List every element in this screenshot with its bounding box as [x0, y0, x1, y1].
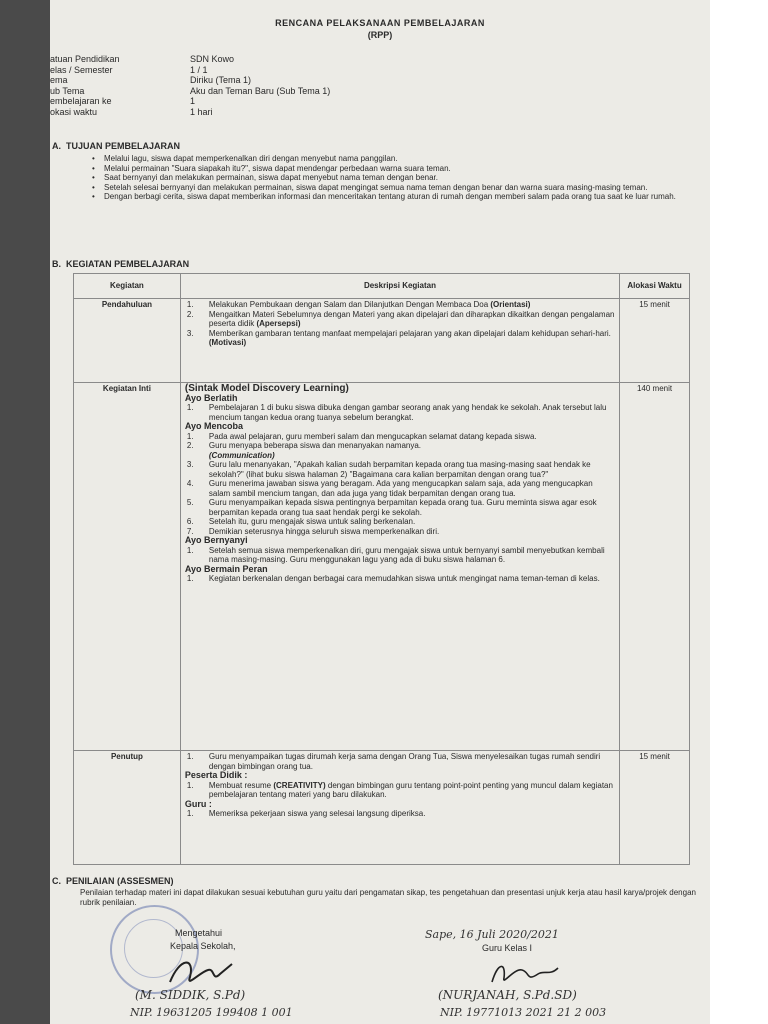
identity-row: embelajaran ke 1 [50, 96, 196, 106]
scan-background-right [710, 0, 768, 1024]
principal-title: Kepala Sekolah, [170, 941, 236, 951]
identity-row: ub Tema Aku dan Teman Baru (Sub Tema 1) [50, 85, 331, 96]
table-row [74, 299, 690, 383]
subheading-mencoba: Ayo Mencoba [184, 421, 244, 431]
section-c-title: C. PENILAIAN (ASSESMEN) [52, 876, 174, 886]
activities-table [73, 273, 690, 865]
identity-row: okasi waktu 1 hari [50, 106, 213, 117]
subheading-berlatih: Ayo Berlatih [184, 392, 238, 403]
list-item: 4. Guru menerima jawaban siswa yang beragam. Ada yang mengucapkan salam saja, ada yang mengucapkan salam sambil mencium tangan, dan ada juga yang tidak berpamitan dengan orang tua. [186, 479, 593, 498]
section-b-letter: B. [52, 259, 67, 269]
principal-signature [160, 952, 250, 992]
identity-row: ema Diriku (Tema 1) [50, 75, 252, 85]
section-a-title: A. TUJUAN PEMBELAJARAN [52, 141, 181, 151]
phase-inti: Kegiatan Inti [74, 383, 181, 751]
list-item: 1. Melakukan Pembukaan dengan Salam dan Dilanjutkan Dengan Membaca Doa (Orientasi) [186, 300, 531, 309]
objectives-list [92, 154, 682, 202]
list-item: 2. Mengaitkan Materi Sebelumnya dengan Materi yang akan dipelajari dan diharapkan dikaitkan dengan pengalaman peserta didik (Apersepsi) [186, 309, 615, 328]
assessment-text: Penilaian terhadap materi ini dapat dilakukan sesuai kebutuhan guru yaitu dari pengamatan sikap, tes pengetahuan dan presentasi unjuk kerja atau hasil karya/projek dengan rubrik penilaian. [80, 888, 696, 907]
doc-title: RENCANA PELAKSANAAN PEMBELAJARAN [275, 18, 485, 28]
col-header-kegiatan: Kegiatan [74, 274, 181, 299]
list-item: • Saat bernyanyi dan melakukan permainan, siswa dapat menyebut nama teman dengan benar. [92, 173, 438, 182]
list-item: 2. Guru menyapa beberapa siswa dan menanyakan namanya. (Communication) [186, 441, 422, 460]
list-item: 1. Memeriksa pekerjaan siswa yang selesai langsung diperiksa. [186, 809, 426, 818]
table-header-row [74, 274, 690, 299]
teacher-nip: NIP. 19771013 2021 21 2 003 [440, 1006, 607, 1019]
phase-penutup: Penutup [74, 751, 181, 865]
identity-row: atuan Pendidikan SDN Kowo [50, 54, 235, 64]
table-row [74, 383, 690, 751]
teacher-name: (NURJANAH, S.Pd.SD) [438, 988, 577, 1002]
section-c-letter: C. [52, 876, 67, 886]
list-item: 1. Pada awal pelajaran, guru memberi salam dan mengucapkan selamat datang kepada siswa. [186, 431, 537, 441]
col-header-alokasi: Alokasi Waktu [620, 274, 690, 299]
list-item: 7. Demikian seterusnya hingga seluruh siswa memperkenalkan diri. [186, 526, 440, 536]
list-item: • Dengan berbagi cerita, siswa dapat memberikan informasi dan menceritakan tentang aturan di rumah dengan memberi salam pada orang tua saat ke luar rumah. [92, 192, 676, 201]
list-item: 1. Setelah semua siswa memperkenalkan diri, guru mengajak siswa untuk bernyanyi sambil menyebutkan kembali nama masing-masing. Guru menggunakan lagu yang ada di buku siswa halaman 6. [186, 545, 605, 564]
list-item: • Setelah selesai bernyanyi dan melakukan permainan, siswa dapat mengingat semua nama teman dengan benar dan warna suara masing-masing teman. [92, 182, 648, 192]
list-item: 5. Guru menyampaikan kepada siswa pentingnya berpamitan kepada orang tua. Guru meminta siswa agar esok berpamitan kepada orang tua saat hendak pergi ke sekolah. [186, 498, 597, 517]
list-item: 1. Pembelajaran 1 di buku siswa dibuka dengan gambar seorang anak yang hendak ke sekolah. Anak tersebut lalu mencium tangan kedua orang tuanya sebelum berangkat. [186, 403, 607, 422]
subheading-peserta: Peserta Didik : [184, 770, 248, 780]
section-a-letter: A. [52, 141, 67, 151]
col-header-deskripsi: Deskripsi Kegiatan [180, 274, 619, 299]
list-item: 6. Setelah itu, guru mengajak siswa untuk saling berkenalan. [186, 517, 416, 526]
list-item: • Melalui permainan "Suara siapakah itu?", siswa dapat mendengar perbedaan warna suara teman. [92, 163, 451, 173]
document-page [50, 0, 710, 1024]
identity-block [50, 54, 330, 117]
scan-background-left [0, 0, 50, 1024]
teacher-signature [480, 954, 570, 990]
list-item: 1. Membuat resume (CREATIVITY) dengan bimbingan guru tentang point-point penting yang muncul dalam kegiatan pembelajaran tentang materi yang baru dilakukan. [186, 780, 613, 799]
identity-row: elas / Semester 1 / 1 [50, 64, 208, 75]
section-b-title: B. KEGIATAN PEMBELAJARAN [52, 259, 190, 269]
desc-inti [180, 383, 619, 751]
principal-acknowledge: Mengetahui [175, 928, 223, 938]
list-item: • Melalui lagu, siswa dapat memperkenalkan diri dengan menyebut nama panggilan. [92, 154, 398, 163]
place-date: Sape, 16 Juli 2020/2021 [425, 928, 559, 941]
phase-pendahuluan: Pendahuluan [74, 299, 181, 383]
list-item: 1. Kegiatan berkenalan dengan berbagai cara memudahkan siswa untuk mengingat nama teman-teman di kelas. [186, 574, 600, 583]
principal-name: (M. SIDDIK, S.Pd) [135, 988, 246, 1002]
subheading-bernyanyi: Ayo Bernyanyi [184, 535, 248, 545]
doc-subtitle: (RPP) [367, 30, 393, 40]
teacher-title: Guru Kelas I [482, 943, 533, 953]
principal-nip: NIP. 19631205 199408 1 001 [130, 1006, 293, 1019]
time-pendahuluan: 15 menit [620, 299, 690, 383]
sintak-label: (Sintak Model Discovery Learning) [184, 383, 349, 394]
table-row [74, 751, 690, 865]
subheading-peran: Ayo Bermain Peran [184, 563, 268, 574]
subheading-guru: Guru : [184, 798, 212, 809]
time-penutup: 15 menit [620, 751, 690, 865]
time-inti: 140 menit [620, 383, 690, 751]
desc-pendahuluan [180, 299, 619, 383]
list-item: 3. Memberikan gambaran tentang manfaat mempelajari pelajaran yang akan dipelajari dalam kehidupan sehari-hari. (Motivasi) [186, 328, 611, 347]
desc-penutup [180, 751, 619, 865]
list-item: 3. Guru lalu menanyakan, "Apakah kalian sudah berpamitan kepada orang tua masing-masing saat hendak ke sekolah?" (lihat buku siswa halaman 2) "Bagaimana cara kalian berpamitan dengan orang tua?" [186, 460, 591, 479]
list-item: 1. Guru menyampaikan tugas dirumah kerja sama dengan Orang Tua, Siswa menyelesaikan tugas rumah sendiri dengan bimbingan orang tua. [186, 752, 601, 771]
communication-label: (Communication) [208, 450, 275, 460]
